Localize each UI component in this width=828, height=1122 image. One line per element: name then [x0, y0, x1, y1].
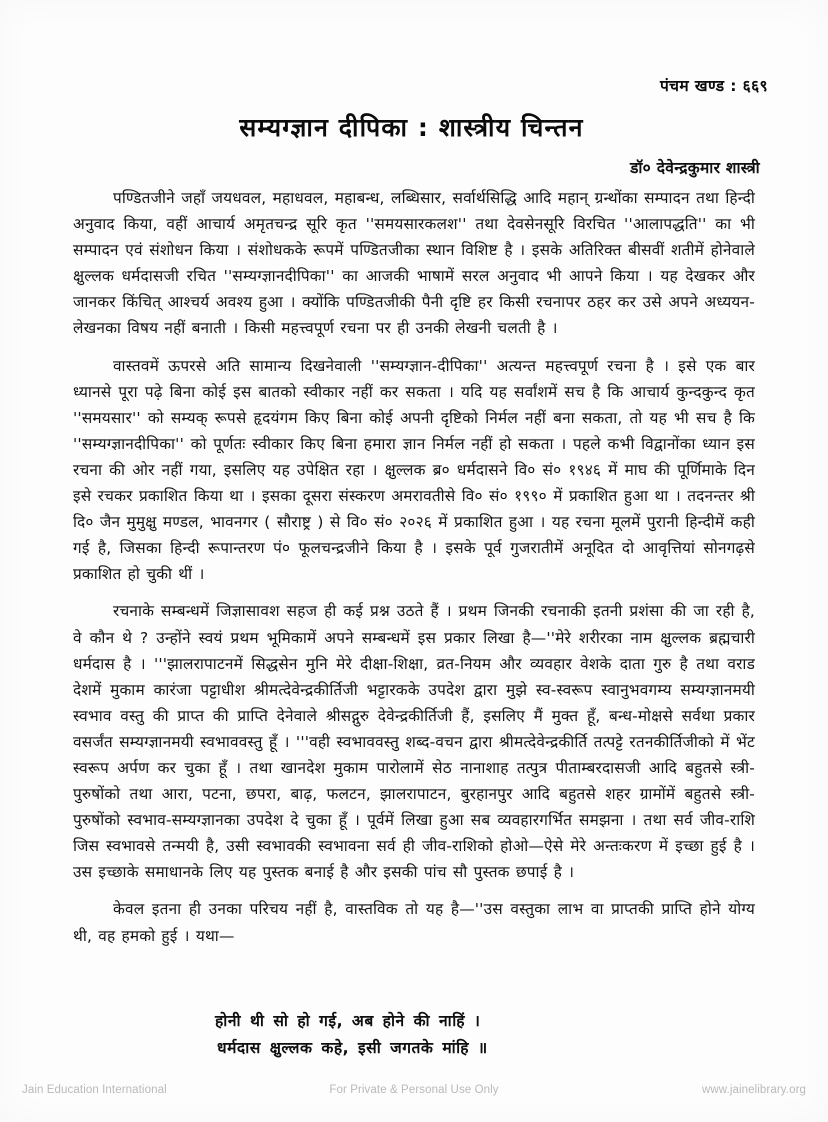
page-footer [0, 1082, 828, 1098]
title-block [73, 112, 768, 178]
footer-center-text: For Private & Personal Use Only [329, 1084, 499, 1096]
running-head: पंचम खण्ड : ६६९ [659, 77, 768, 95]
author-byline: डॉ० देवेन्द्रकुमार शास्त्री [630, 158, 760, 177]
paragraph: पण्डितजीने जहाँ जयधवल, महाधवल, महाबन्ध, लब्धिसार, सर्वार्थसिद्धि आदि महान् ग्रन्थोंका सम्पादन तथा हिन्दी अनुवाद किया, वहीं आचार्य अमृतचन्द्र सूरि कृत ''समयसारकलश'' तथा देवसेनसूरि विरचित ''आलापद्धति'' का भी सम्पादन एवं संशोधन किया । संशोधकके रूपमें पण्डितजीका स्थान विशिष्ट है । इसके अतिरिक्त बीसवीं शतीमें होनेवाले क्षुल्लक धर्मदासजी रचित ''सम्यग्ज्ञानदीपिका'' का आजकी भाषामें सरल अनुवाद भी आपने किया । यह देखकर और जानकर किंचित् आश्चर्य अवश्य हुआ । क्योंकि पण्डितजीकी पैनी दृष्टि हर किसी रचनापर ठहर कर उसे अपने अध्ययन-लेखनका विषय नहीं बनाती । किसी महत्त्वपूर्ण रचना पर ही उनकी लेखनी चलती है । [73, 189, 755, 338]
verse-block [215, 1008, 685, 1062]
footer-link[interactable]: www.jainelibrary.org [701, 1084, 806, 1096]
verse-line: धर्मदास क्षुल्लक कहे, इसी जगतके मांहि ॥ [217, 1039, 488, 1057]
page-title: सम्यग्ज्ञान दीपिका : शास्त्रीय चिन्तन [239, 113, 584, 142]
body-text [73, 185, 755, 949]
paragraph: रचनाके सम्बन्धमें जिज्ञासावश सहज ही कई प्रश्न उठते हैं । प्रथम जिनकी रचनाकी इतनी प्रशंसा की जा रही है, वे कौन थे ? उन्होंने स्वयं प्रथम भूमिकामें अपने सम्बन्धमें इस प्रकार लिखा है—''मेरे शरीरका नाम क्षुल्लक ब्रह्मचारी धर्मदास है । '''झालरापाटनमें सिद्धसेन मुनि मेरे दीक्षा-शिक्षा, व्रत-नियम और व्यवहार वेशके दाता गुरु है तथा वराड देशमें मुकाम कारंजा पट्टाधीश श्रीमत्देवेन्द्रकीर्तिजी भट्टारकके उपदेश द्वारा मुझे स्व-स्वरूप स्वानुभवगम्य सम्यग्ज्ञानमयी स्वभाव वस्तु की प्राप्त की प्राप्ति देनेवाले श्रीसद्गुरु देवेन्द्रकीर्तिजी हैं, इसलिए मैं मुक्त हूँ, बन्ध-मोक्षसे सर्वथा प्रकार वसर्जंत सम्यग्ज्ञानमयी स्वभाववस्तु हूँ । '''वही स्वभाववस्तु शब्द-वचन द्वारा श्रीमत्देवेन्द्रकीर्ति तत्पट्टे रतनकीर्तिजीको में भेंट स्वरूप अर्पण कर चुका हूँ । तथा खानदेश मुकाम पारोलामें सेठ नानाशाह तत्पुत्र पीताम्बरदासजी आदि बहुतसे स्त्री-पुरुषोंको तथा आरा, पटना, छपरा, बाढ़, फलटन, झालरापाटन, बुरहानपुर आदि बहुतसे शहर ग्रामोंमें बहुतसे स्त्री-पुरुषोंको स्वभाव-सम्यग्ज्ञानका उपदेश दे चुका हूँ । पूर्वमें लिखा हुआ सब व्यवहारगर्भित समझना । तथा सर्व जीव-राशि जिस स्वभावसे तन्मयी है, उसी स्वभावकी स्वभावना सर्व ही जीव-राशिको होओ—ऐसे मेरे अन्तःकरण में इच्छा हुई है । उस इच्छाके समाधानके लिए यह पुस्तक बनाई है और इसकी पांच सौ पुस्तक छपाई है । [73, 602, 755, 882]
footer-left-text: Jain Education International [22, 1084, 167, 1096]
paragraph: केवल इतना ही उनका परिचय नहीं है, वास्तविक तो यह है—''उस वस्तुका लाभ वा प्राप्तकी प्राप्ति होने योग्य थी, वह हमको हुई । यथा— [73, 900, 755, 945]
verse-line: होनी थी सो हो गई, अब होने की नाहिं । [215, 1012, 481, 1030]
paragraph: वास्तवमें ऊपरसे अति सामान्य दिखनेवाली ''सम्यग्ज्ञान-दीपिका'' अत्यन्त महत्त्वपूर्ण रचना है । इसे एक बार ध्यानसे पूरा पढ़े बिना कोई इस बातको स्वीकार नहीं कर सकता । यदि यह सर्वांशमें सच है कि आचार्य कुन्दकुन्द कृत ''समयसार'' को सम्यक् रूपसे हृदयंगम किए बिना कोई अपनी दृष्टिको निर्मल नहीं बना सकता, तो यह भी सच है कि ''सम्यग्ज्ञानदीपिका'' को पूर्णतः स्वीकार किए बिना हमारा ज्ञान निर्मल नहीं हो सकता । पहले कभी विद्वानोंका ध्यान इस रचना की ओर नहीं गया, इसलिए यह उपेक्षित रहा । क्षुल्लक ब्र० धर्मदासने वि० सं० १९४६ में माघ की पूर्णिमाके दिन इसे रचकर प्रकाशित किया था । इसका दूसरा संस्करण अमरावतीसे वि० सं० १९९० में प्रकाशित हुआ था । तदनन्तर श्री दि० जैन मुमुक्षु मण्डल, भावनगर ( सौराष्ट्र ) से वि० सं० २०२६ में प्रकाशित हुआ । यह रचना मूलमें पुरानी हिन्दीमें कही गई है, जिसका हिन्दी रूपान्तरण पं० फूलचन्द्रजीने किया है । इसके पूर्व गुजरातीमें अनूदित दो आवृत्तियां सोनगढ़से प्रकाशित हो चुकी थीं । [73, 356, 755, 584]
